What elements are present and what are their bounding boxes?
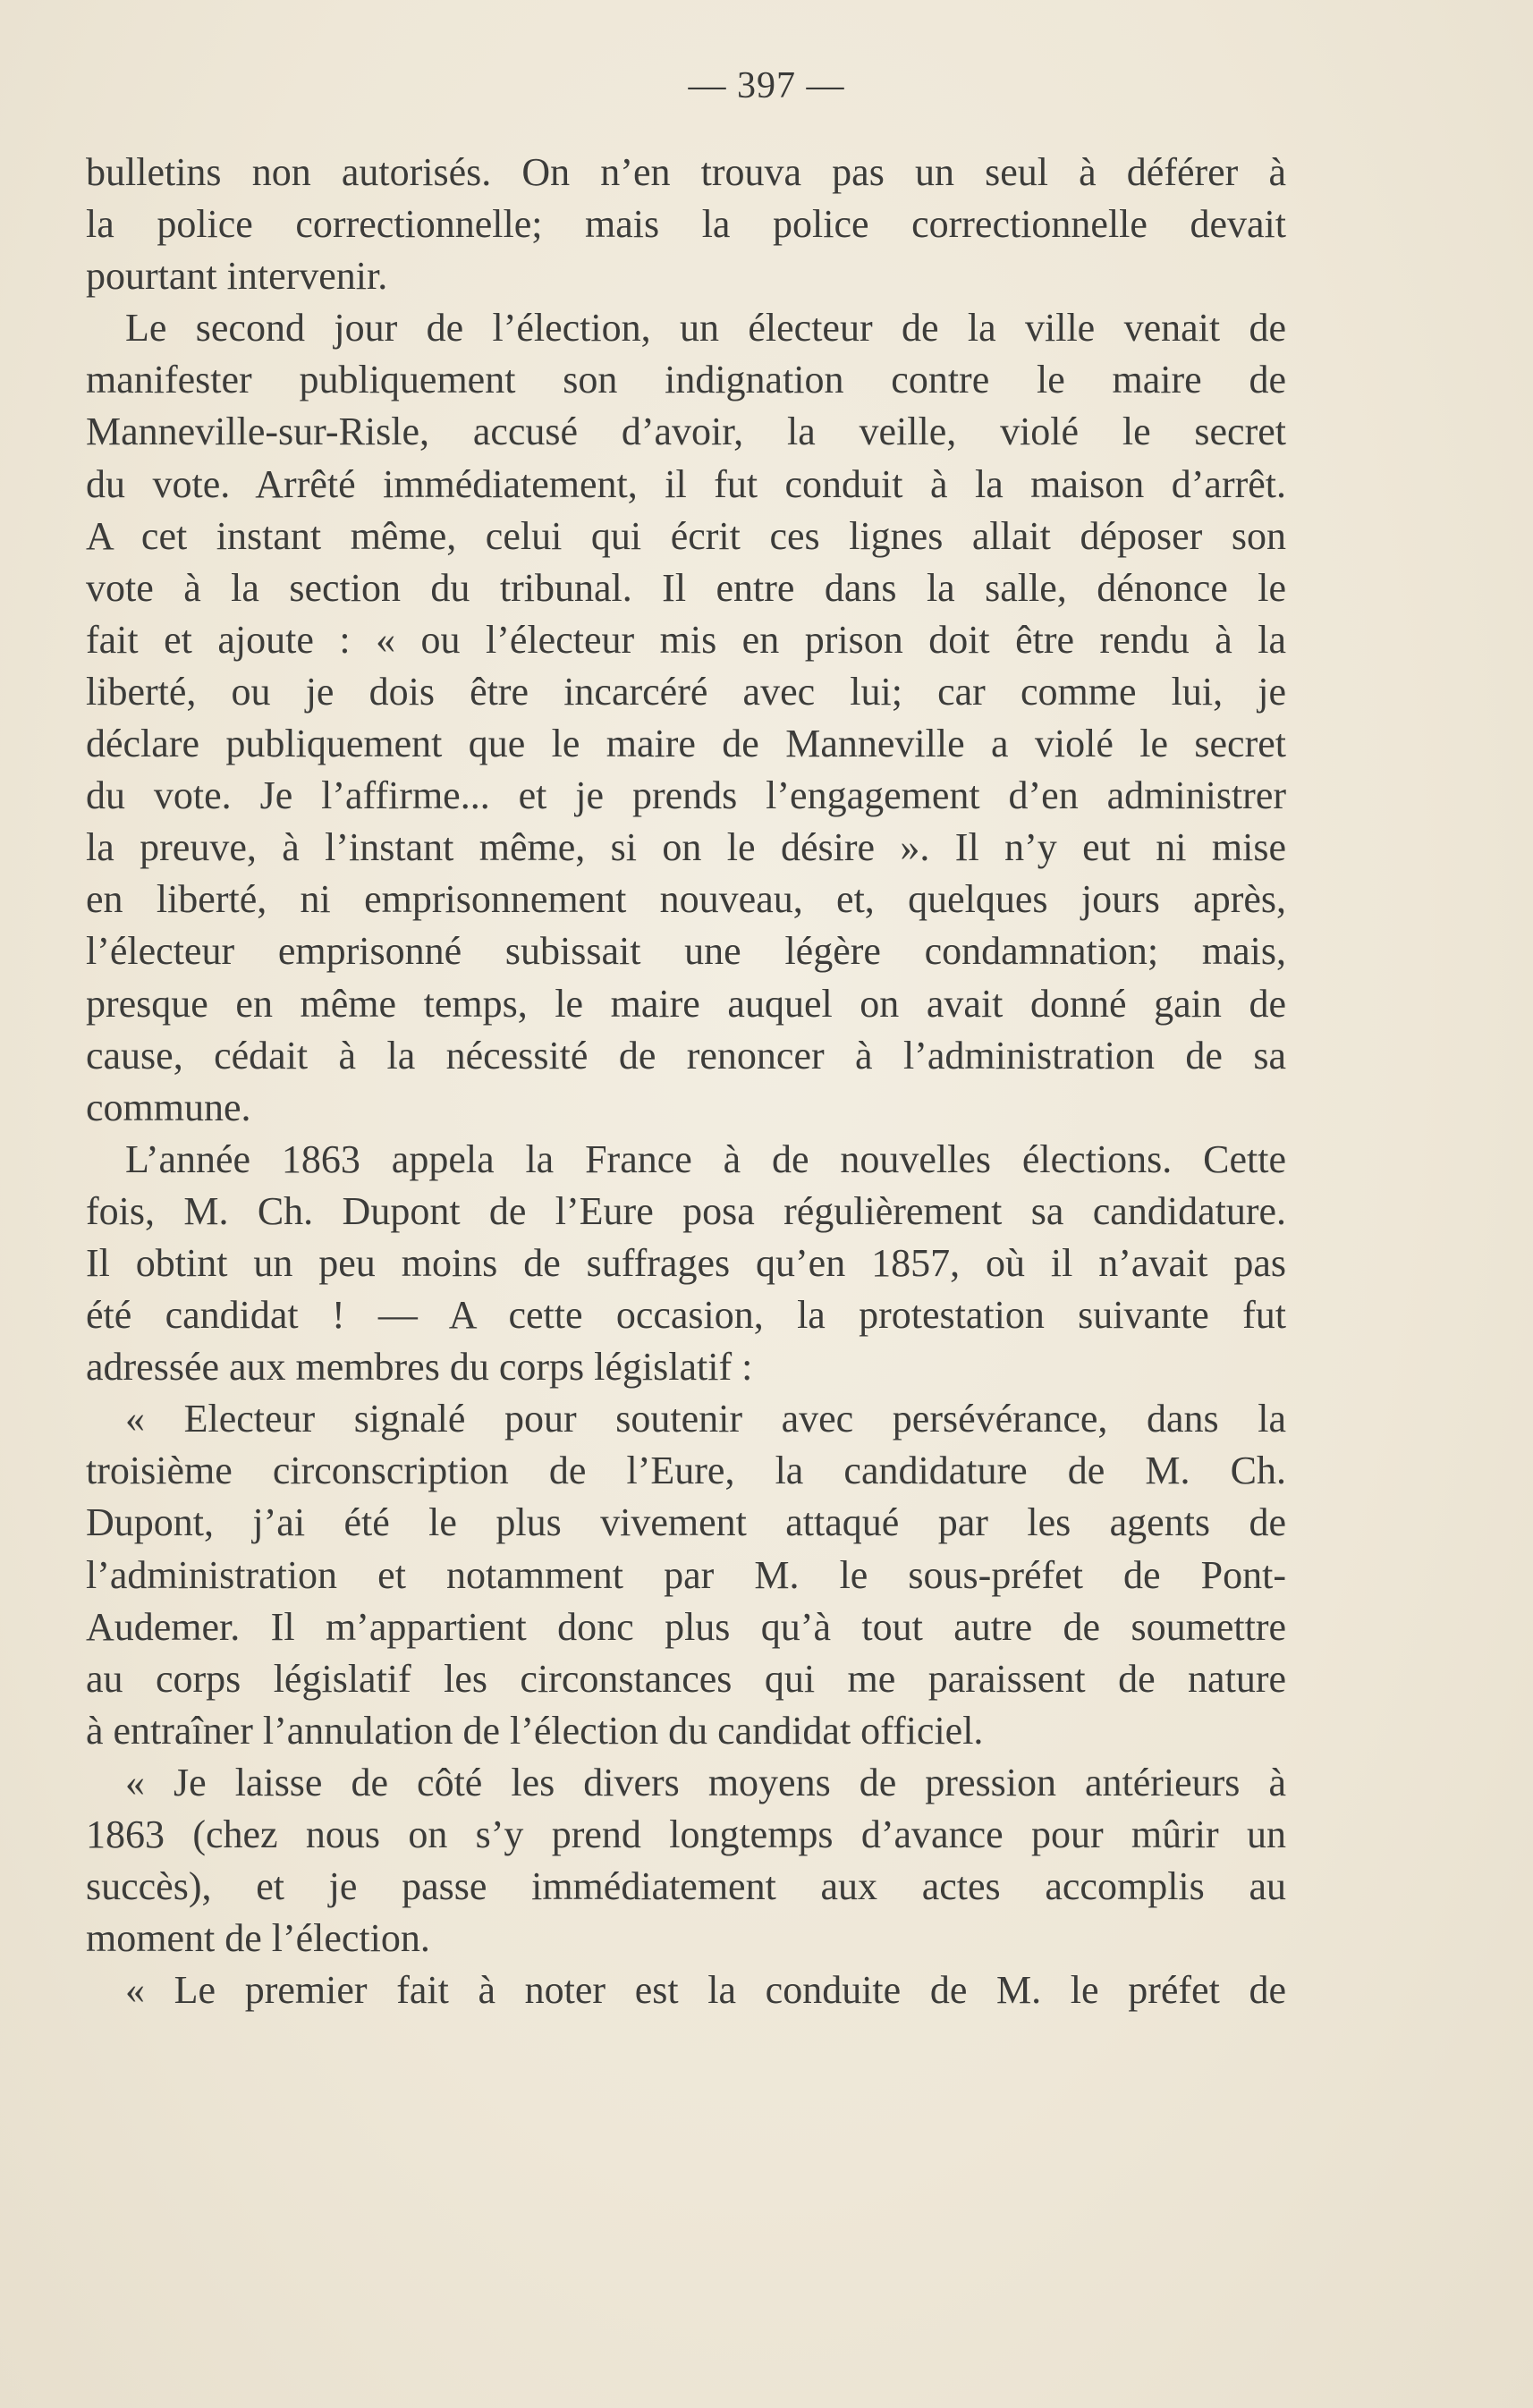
text-line: manifester publiquement son indignation contre le maire de	[86, 358, 1286, 402]
text-line: Le second jour de l’élection, un électeur de la ville venait de	[125, 306, 1286, 351]
text-line: succès), et je passe immédiatement aux actes accomplis au	[86, 1864, 1286, 1909]
text-line: du vote. Je l’affirme... et je prends l’engagement d’en administrer	[86, 773, 1286, 818]
text-line: vote à la section du tribunal. Il entre dans la salle, dénonce le	[86, 565, 1286, 610]
text-line: en liberté, ni emprisonnement nouveau, et, quelques jours après,	[86, 877, 1286, 922]
text-line: été candidat ! — A cette occasion, la protestation suivante fut	[86, 1293, 1286, 1338]
text-line: bulletins non autorisés. On n’en trouva pas un seul à déférer à	[86, 150, 1286, 194]
text-line: liberté, ou je dois être incarcéré avec lui; car comme lui, je	[86, 669, 1286, 714]
text-line: L’année 1863 appela la France à de nouvelles élections. Cette	[125, 1136, 1286, 1181]
text-line: du vote. Arrêté immédiatement, il fut conduit à la maison d’arrêt.	[86, 461, 1286, 506]
text-line: la preuve, à l’instant même, si on le désire ». Il n’y eut ni mise	[86, 825, 1286, 870]
text-line: adressée aux membres du corps législatif :	[86, 1345, 753, 1390]
text-line: fait et ajoute : « ou l’électeur mis en prison doit être rendu à la	[86, 617, 1286, 662]
text-line: déclare publiquement que le maire de Manneville a violé le secret	[86, 722, 1286, 766]
text-line: Il obtint un peu moins de suffrages qu’en 1857, où il n’avait pas	[86, 1240, 1286, 1285]
text-line: au corps législatif les circonstances qui me paraissent de nature	[86, 1656, 1286, 1701]
text-line: à entraîner l’annulation de l’élection du candidat officiel.	[86, 1708, 984, 1753]
text-line: Manneville-sur-Risle, accusé d’avoir, la veille, violé le secret	[86, 410, 1286, 454]
text-line: l’électeur emprisonné subissait une légère condamnation; mais,	[86, 929, 1286, 974]
text-line: « Le premier fait à noter est la conduite de M. le préfet de	[125, 1968, 1286, 2013]
text-line: presque en même temps, le maire auquel on avait donné gain de	[86, 981, 1286, 1026]
text-line: moment de l’élection.	[86, 1916, 430, 1961]
text-line: pourtant intervenir.	[86, 254, 388, 299]
text-line: la police correctionnelle; mais la police correctionnelle devait	[86, 202, 1286, 247]
text-line: l’administration et notamment par M. le sous-préfet de Pont-	[86, 1552, 1286, 1597]
text-line: cause, cédait à la nécessité de renoncer à l’administration de sa	[86, 1033, 1286, 1077]
text-line: A cet instant même, celui qui écrit ces lignes allait déposer son	[86, 513, 1286, 558]
text-line: fois, M. Ch. Dupont de l’Eure posa régulièrement sa candidature.	[86, 1188, 1286, 1233]
page-number: — 397 —	[688, 65, 845, 106]
text-line: 1863 (chez nous on s’y prend longtemps d’avance pour mûrir un	[86, 1812, 1286, 1856]
text-line: commune.	[86, 1085, 251, 1129]
text-line: troisième circonscription de l’Eure, la candidature de M. Ch.	[86, 1449, 1286, 1493]
text-line: « Je laisse de côté les divers moyens de pression antérieurs à	[125, 1760, 1286, 1804]
body-text	[86, 147, 1286, 2016]
text-line: « Electeur signalé pour soutenir avec persévérance, dans la	[125, 1397, 1286, 1441]
text-line: Audemer. Il m’appartient donc plus qu’à tout autre de soumettre	[86, 1604, 1286, 1649]
text-line: Dupont, j’ai été le plus vivement attaqué par les agents de	[86, 1500, 1286, 1545]
